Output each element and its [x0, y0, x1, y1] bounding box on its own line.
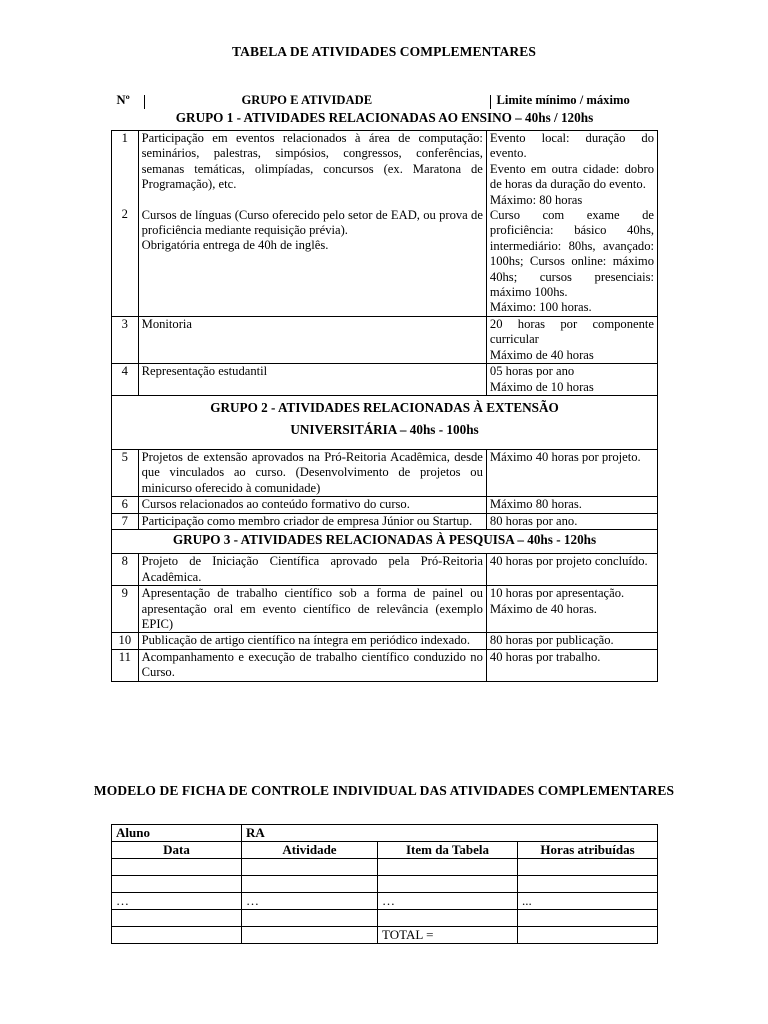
group-3-header-row [112, 529, 658, 553]
form-cell[interactable] [112, 910, 242, 927]
row-number: 5 [112, 449, 139, 496]
student-label: Aluno [112, 825, 242, 842]
form-cell[interactable] [112, 927, 242, 944]
table-row [112, 364, 658, 396]
form-cell[interactable] [242, 927, 378, 944]
row-number: 8 [112, 554, 139, 586]
header-limit: Limite mínimo / máximo [496, 93, 630, 107]
activity-cell: Acompanhamento e execução de trabalho científico conduzido no Curso. [138, 649, 486, 681]
total-label: TOTAL = [378, 927, 518, 944]
form-cell[interactable] [112, 859, 242, 876]
form-total-row [112, 927, 658, 944]
ra-label: RA [242, 825, 658, 842]
form-cell[interactable] [242, 910, 378, 927]
limit-cell: 40 horas por trabalho. [486, 649, 657, 681]
table-header-row [112, 93, 658, 131]
table-row [112, 316, 658, 363]
form-empty-row [112, 876, 658, 893]
form-cell[interactable] [242, 859, 378, 876]
total-value[interactable] [518, 927, 658, 944]
form-cell[interactable] [378, 910, 518, 927]
column-header: Atividade [242, 842, 378, 859]
group-2-title-line1: GRUPO 2 - ATIVIDADES RELACIONADAS À EXTENSÃO [210, 399, 559, 415]
limit-cell: 80 horas por ano. [486, 513, 657, 529]
table-row [112, 586, 658, 633]
group-1-title: GRUPO 1 - ATIVIDADES RELACIONADAS AO ENSINO – 40hs / 120hs [175, 110, 594, 125]
activity-cell: Projetos de extensão aprovados na Pró-Reitoria Acadêmica, desde que vinculados ao curso. (Desenvolvimento de projetos ou minicurso oferecido à comunidade) [138, 449, 486, 496]
activity-cell: Participação em eventos relacionados à área de computação: seminários, palestras, simpósios, congressos, conferências, semanas temáticas, olimpíadas, concursos (ex. Maratona de Programação), etc. Cursos de línguas (Curso oferecido pelo setor de EAD, ou prova de proficiência mediante requisição prévia). Obrigatória entrega de 40h de inglês. [138, 131, 486, 317]
column-header: Data [112, 842, 242, 859]
row-number: 11 [112, 649, 139, 681]
activity-cell: Publicação de artigo científico na íntegra em periódico indexado. [138, 633, 486, 649]
activity-cell: Projeto de Iniciação Científica aprovado pela Pró-Reitoria Acadêmica. [138, 554, 486, 586]
row-number: 4 [112, 364, 139, 396]
table-row [112, 131, 658, 317]
form-cell[interactable]: ... [518, 893, 658, 910]
row-number: 3 [112, 316, 139, 363]
limit-cell: Evento local: duração do evento. Evento em outra cidade: dobro de horas da duração do evento. Máximo: 80 horas Curso com exame de proficiência: básico 40hs, intermediário: 80hs, avançado: 100hs; Cursos online: máximo 40hs; cursos presenciais: máximo 100hs. Máximo: 100 horas. [486, 131, 657, 317]
row-number: 9 [112, 586, 139, 633]
header-divider [144, 95, 145, 109]
activity-cell: Monitoria [138, 316, 486, 363]
table-row [112, 649, 658, 681]
form-cell[interactable]: … [242, 893, 378, 910]
limit-cell: 05 horas por ano Máximo de 10 horas [486, 364, 657, 396]
form-cell[interactable] [378, 876, 518, 893]
limit-cell: 80 horas por publicação. [486, 633, 657, 649]
table-row [112, 513, 658, 529]
form-header-row [112, 842, 658, 859]
limit-cell: 40 horas por projeto concluído. [486, 554, 657, 586]
activity-cell: Apresentação de trabalho científico sob a forma de painel ou apresentação oral em evento científico de relevância (exemplo EPIC) [138, 586, 486, 633]
row-number: 1 2 [112, 131, 139, 317]
control-form-table [111, 824, 658, 944]
activities-table [111, 93, 658, 682]
form-cell[interactable]: … [112, 893, 242, 910]
group-3-title: GRUPO 3 - ATIVIDADES RELACIONADAS À PESQUISA – 40hs - 120hs [112, 529, 658, 553]
activity-cell: Participação como membro criador de empresa Júnior ou Startup. [138, 513, 486, 529]
form-ellipsis-row [112, 893, 658, 910]
limit-cell: 10 horas por apresentação. Máximo de 40 horas. [486, 586, 657, 633]
row-number: 10 [112, 633, 139, 649]
group-2-title-line2: UNIVERSITÁRIA – 40hs - 100hs [290, 421, 479, 437]
header-number: Nº [116, 93, 130, 107]
table-row [112, 497, 658, 513]
row-number: 7 [112, 513, 139, 529]
form-cell[interactable] [112, 876, 242, 893]
form-empty-row [112, 910, 658, 927]
form-cell[interactable] [242, 876, 378, 893]
column-header: Item da Tabela [378, 842, 518, 859]
limit-cell: Máximo 40 horas por projeto. [486, 449, 657, 496]
form-title: MODELO DE FICHA DE CONTROLE INDIVIDUAL DAS ATIVIDADES COMPLEMENTARES [93, 783, 675, 798]
form-cell[interactable] [518, 859, 658, 876]
form-cell[interactable]: … [378, 893, 518, 910]
group-2-header-row [112, 395, 658, 449]
form-cell[interactable] [518, 910, 658, 927]
limit-cell: Máximo 80 horas. [486, 497, 657, 513]
form-student-row [112, 825, 658, 842]
form-cell[interactable] [378, 859, 518, 876]
table-row [112, 554, 658, 586]
form-cell[interactable] [518, 876, 658, 893]
activity-cell: Cursos relacionados ao conteúdo formativo do curso. [138, 497, 486, 513]
table-row [112, 633, 658, 649]
column-header: Horas atribuídas [518, 842, 658, 859]
page-title: TABELA DE ATIVIDADES COMPLEMENTARES [232, 44, 536, 59]
limit-cell: 20 horas por componente curricular Máximo de 40 horas [486, 316, 657, 363]
form-empty-row [112, 859, 658, 876]
header-group-activity: GRUPO E ATIVIDADE [241, 93, 373, 107]
row-number: 6 [112, 497, 139, 513]
activity-cell: Representação estudantil [138, 364, 486, 396]
table-row [112, 449, 658, 496]
header-divider [490, 95, 491, 109]
